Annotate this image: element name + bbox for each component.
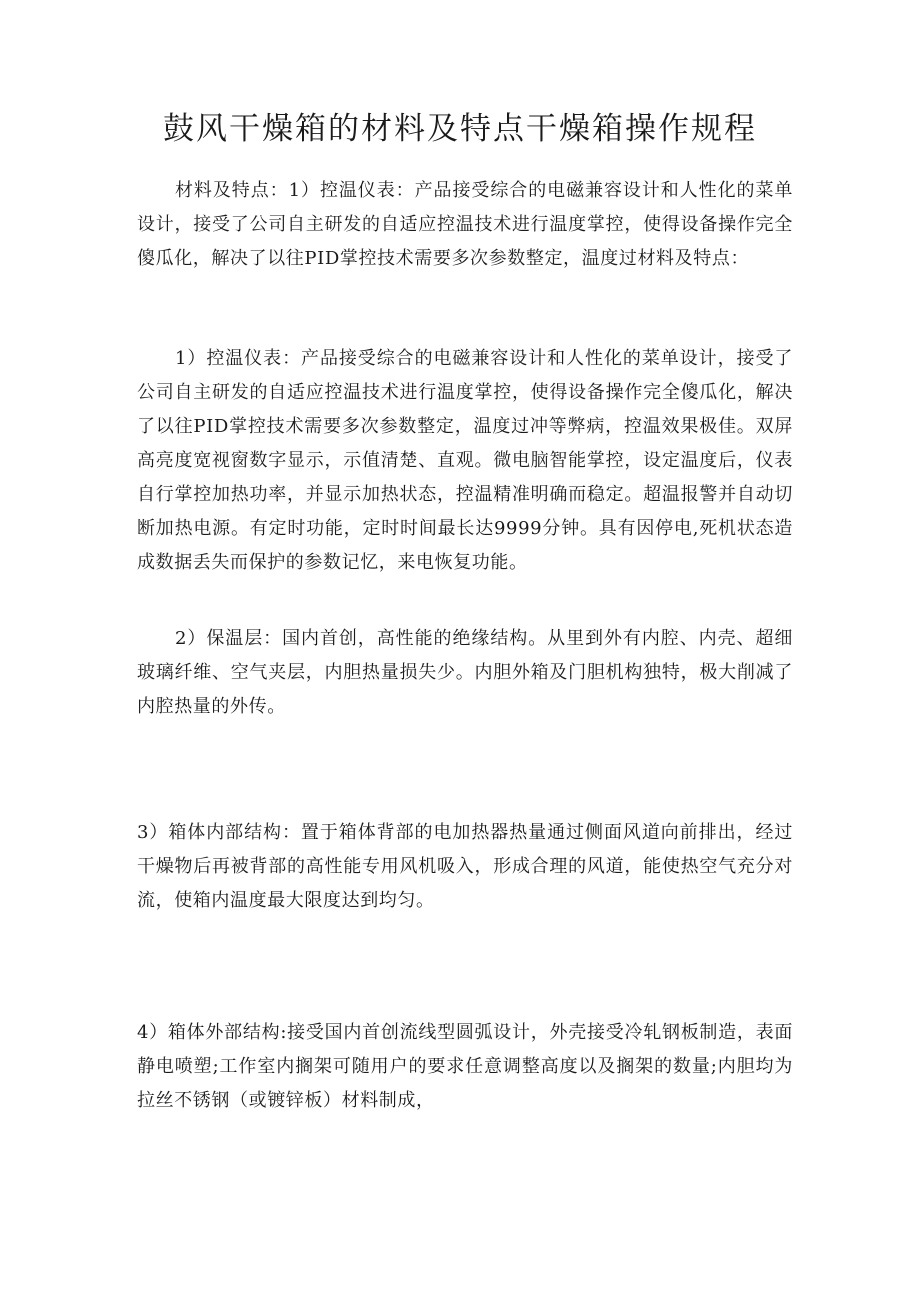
- document-title: 鼓风干燥箱的材料及特点干燥箱操作规程: [163, 111, 757, 147]
- paragraph-intro: 材料及特点：1）控温仪表：产品接受综合的电磁兼容设计和人性化的菜单设计，接受了公司自主研发的自适应控温技术进行温度掌控，使得设备操作完全傻瓜化，解决了以往PID掌控技术需要多次参数整定，温度过材料及特点：: [137, 180, 793, 269]
- paragraph-external-structure: 4）箱体外部结构:接受国内首创流线型圆弧设计，外壳接受冷轧钢板制造，表面静电喷塑;工作室内搁架可随用户的要求任意调整高度以及搁架的数量;内胆均为拉丝不锈钢（或镀锌板）材料制成，: [137, 1022, 793, 1111]
- paragraph-insulation-layer: 2）保温层：国内首创，高性能的绝缘结构。从里到外有内腔、内壳、超细玻璃纤维、空气夹层，内胆热量损失少。内胆外箱及门胆机构独特，极大削减了内腔热量的外传。: [137, 628, 793, 717]
- paragraph-temperature-controller: 1）控温仪表：产品接受综合的电磁兼容设计和人性化的菜单设计，接受了公司自主研发的自适应控温技术进行温度掌控，使得设备操作完全傻瓜化，解决了以往PID掌控技术需要多次参数整定，温度过冲等弊病，控温效果极佳。双屏高亮度宽视窗数字显示，示值清楚、直观。微电脑智能掌控，设定温度后，仪表自行掌控加热功率，并显示加热状态，控温精准明确而稳定。超温报警并自动切断加热电源。有定时功能，定时时间最长达9999分钟。具有因停电,死机状态造成数据丢失而保护的参数记忆，来电恢复功能。: [137, 348, 793, 573]
- paragraph-internal-structure: 3）箱体内部结构：置于箱体背部的电加热器热量通过侧面风道向前排出，经过干燥物后再被背部的高性能专用风机吸入，形成合理的风道，能使热空气充分对流，使箱内温度最大限度达到均匀。: [137, 822, 793, 911]
